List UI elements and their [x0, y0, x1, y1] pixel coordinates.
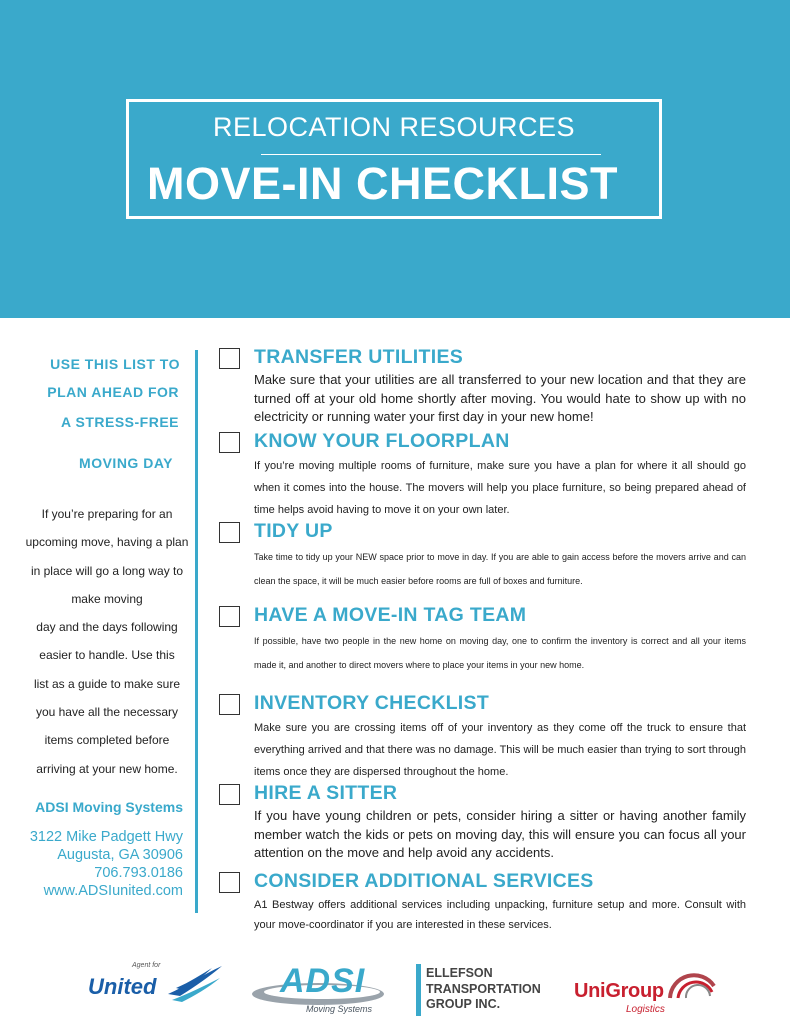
ellefson-line: TRANSPORTATION: [426, 981, 541, 996]
sidebar-intro-line: you have all the necessary: [35, 705, 179, 720]
checkbox[interactable]: [219, 872, 240, 893]
checklist-item-description: A1 Bestway offers additional services including unpacking, furniture setup and more. Consult with your move-coordinator if you are interested in these services.: [254, 899, 746, 931]
sidebar-intro-line: in place will go a long way to: [30, 563, 184, 578]
page-title: MOVE-IN CHECKLIST: [147, 158, 619, 209]
united-wordmark: United: [88, 974, 157, 999]
checklist-item-title: KNOW YOUR FLOORPLAN: [254, 430, 510, 452]
sidebar-heading-line-3: A STRESS-FREE: [61, 414, 179, 430]
unigroup-subtitle: Logistics: [626, 1004, 665, 1015]
company-city: Augusta, GA 30906: [57, 847, 183, 863]
sidebar-intro-line: If you’re preparing for an: [41, 507, 173, 521]
company-name: ADSI Moving Systems: [35, 799, 183, 815]
checklist-item-title: TIDY UP: [254, 520, 333, 542]
checklist-item-description: If you’re moving multiple rooms of furniture, make sure you have a plan for where it all should go when it comes into the house. The movers will help you place furniture, so being prepared ahead of time helps avoid having to move it on your own later.: [254, 460, 746, 516]
united-logo: [88, 962, 228, 1012]
sidebar-heading-line-1: USE THIS LIST TO: [50, 356, 180, 372]
checkbox[interactable]: [219, 606, 240, 627]
unigroup-arc-icon: [666, 966, 718, 1000]
checklist-item-description: Make sure you are crossing items off of your inventory as they come off the truck to ensure that everything arrived and that there was no damage. This will be much easier than trying to sort through items once they are dispersed throughout the home.: [254, 722, 746, 778]
adsi-subtitle: Moving Systems: [306, 1004, 373, 1014]
checklist-item-title: CONSIDER ADDITIONAL SERVICES: [254, 870, 594, 892]
unigroup-logo: [574, 966, 724, 1016]
ellefson-wordmark: [426, 966, 541, 1013]
checklist-item-title: INVENTORY CHECKLIST: [254, 692, 490, 714]
header-title-box: [126, 99, 662, 219]
checkbox[interactable]: [219, 348, 240, 369]
unigroup-wordmark: UniGroup: [574, 980, 664, 1002]
sidebar-intro-line: items completed before: [44, 733, 170, 748]
checklist-item-description: Take time to tidy up your NEW space prior to move in day. If you are able to gain access before the movers arrive and can clean the space, it will be much easier before rooms are full of boxes and furniture.: [254, 552, 746, 586]
sidebar-heading-line-2: PLAN AHEAD FOR: [47, 384, 179, 400]
checklist-item-title: HIRE A SITTER: [254, 782, 398, 804]
company-phone: 706.793.0186: [94, 865, 183, 881]
ellefson-line: GROUP INC.: [426, 997, 501, 1011]
header-banner: [0, 0, 790, 318]
header-subtitle: RELOCATION RESOURCES: [212, 112, 576, 142]
sidebar-divider: [195, 350, 198, 913]
company-contact: [30, 828, 183, 900]
united-wing-icon: [166, 964, 224, 1004]
partner-logos: [0, 958, 790, 1022]
adsi-wordmark: ADSI: [280, 962, 366, 1000]
adsi-logo: [250, 962, 392, 1018]
sidebar: [0, 340, 196, 940]
checklist-item-title: HAVE A MOVE-IN TAG TEAM: [254, 604, 527, 626]
checklist-item-description: If possible, have two people in the new home on moving day, one to confirm the inventory is correct and all your items made it, and another to direct movers where to place your items in your new home.: [254, 636, 746, 670]
sidebar-intro-line: easier to handle. Use this: [39, 648, 175, 663]
sidebar-heading-line-4: MOVING DAY: [79, 455, 173, 471]
company-website[interactable]: www.ADSIunited.com: [43, 883, 183, 899]
checklist-item-description: If you have young children or pets, consider hiring a sitter or having another family member watch the kids or pets on moving day, this will ensure you can focus all your attention on the move and help avoid any accidents.: [254, 808, 746, 860]
sidebar-intro-line: upcoming move, having a plan: [25, 535, 189, 550]
checkbox[interactable]: [219, 784, 240, 805]
checkbox[interactable]: [219, 522, 240, 543]
sidebar-intro-line: arriving at your new home.: [36, 761, 178, 776]
checkbox[interactable]: [219, 432, 240, 453]
sidebar-intro-line: list as a guide to make sure: [33, 676, 181, 691]
sidebar-intro-line: make moving: [71, 591, 143, 606]
united-tagline: Agent for: [132, 962, 161, 969]
sidebar-intro: [20, 500, 194, 783]
company-street: 3122 Mike Padgett Hwy: [29, 829, 183, 845]
checkbox[interactable]: [219, 694, 240, 715]
ellefson-bar: [416, 964, 421, 1016]
checklist-item-description: Make sure that your utilities are all transferred to your new location and that they are turned off at your old home shortly after moving. You would hate to show up with no electricity or running water your first day in your new home!: [254, 372, 746, 424]
checklist-item-title: TRANSFER UTILITIES: [254, 346, 464, 368]
ellefson-line: ELLEFSON: [426, 966, 493, 980]
ellefson-logo: [416, 964, 556, 1016]
sidebar-intro-line: day and the days following: [36, 620, 178, 635]
header-divider: [261, 154, 601, 155]
